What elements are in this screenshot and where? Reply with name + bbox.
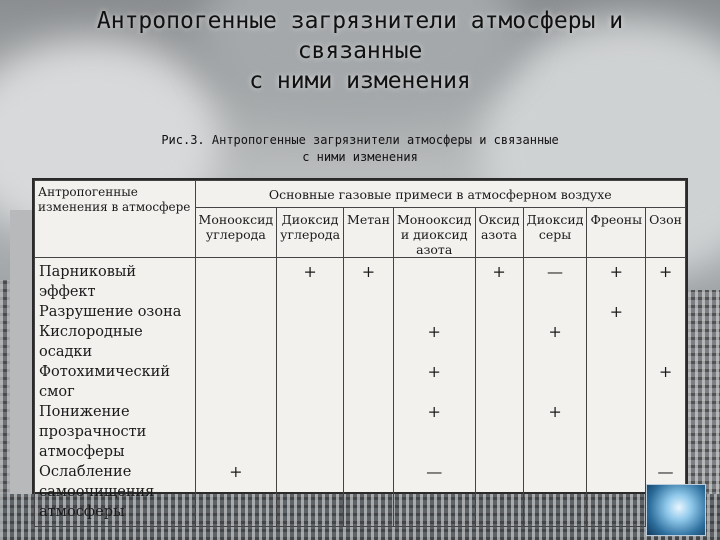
- table-cell: [587, 322, 646, 362]
- table-cell: +: [587, 258, 646, 303]
- table-cell: [277, 362, 344, 402]
- table-cell: [587, 402, 646, 462]
- row-header-cell: Антропогенные изменения в атмосфере: [35, 181, 196, 258]
- table-cell: [344, 462, 394, 527]
- table-cell: [344, 362, 394, 402]
- table-cell: [523, 362, 587, 402]
- table-row: [35, 402, 686, 462]
- column-header: Метан: [344, 208, 394, 258]
- table-cell: [277, 402, 344, 462]
- table-row: [35, 362, 686, 402]
- table-cell: [646, 322, 686, 362]
- table-cell: [195, 258, 277, 303]
- table-cell: [393, 302, 475, 322]
- pollutants-table: [32, 178, 688, 520]
- table-cell: [475, 302, 523, 322]
- table-cell: [277, 322, 344, 362]
- table-cell: —: [646, 462, 686, 527]
- table-cell: +: [393, 402, 475, 462]
- table-row: [35, 462, 686, 527]
- table-cell: +: [344, 258, 394, 303]
- table-cell: [587, 462, 646, 527]
- table-cell: [393, 258, 475, 303]
- table-cell: [523, 302, 587, 322]
- table-row: [35, 302, 686, 322]
- column-header: Монооксид углерода: [195, 208, 277, 258]
- row-label: Понижение прозрачности атмосферы: [35, 402, 196, 462]
- table-cell: [475, 402, 523, 462]
- corner-logo-icon: [646, 484, 706, 536]
- table-cell: +: [646, 258, 686, 303]
- table-row: [35, 258, 686, 303]
- row-label: Фотохимический смог: [35, 362, 196, 402]
- table-cell: [344, 322, 394, 362]
- table-cell: [195, 322, 277, 362]
- table-cell: [646, 402, 686, 462]
- column-header: Диоксид углерода: [277, 208, 344, 258]
- table-cell: [195, 402, 277, 462]
- table-cell: +: [277, 258, 344, 303]
- slide-title: [0, 6, 720, 96]
- figure-caption-line: Рис.3. Антропогенные загрязнители атмосферы и связанные: [161, 133, 559, 147]
- table-cell: +: [393, 362, 475, 402]
- table-cell: —: [393, 462, 475, 527]
- table-cell: +: [587, 302, 646, 322]
- column-header: Диоксид серы: [523, 208, 587, 258]
- table-cell: [277, 302, 344, 322]
- table-cell: [277, 462, 344, 527]
- table-cell: [523, 462, 587, 527]
- column-header: Фреоны: [587, 208, 646, 258]
- row-label: Разрушение озона: [35, 302, 196, 322]
- table-cell: +: [195, 462, 277, 527]
- slide-title-line: с ними изменения: [249, 68, 471, 94]
- table-cell: —: [523, 258, 587, 303]
- column-header: Оксид азота: [475, 208, 523, 258]
- column-header: Озон: [646, 208, 686, 258]
- table-cell: +: [523, 402, 587, 462]
- row-label: Кислородные осадки: [35, 322, 196, 362]
- column-header: Монооксид и диоксид азота: [393, 208, 475, 258]
- table-cell: [344, 302, 394, 322]
- table-cell: [646, 302, 686, 322]
- table-cell: [475, 462, 523, 527]
- table-row: [35, 322, 686, 362]
- figure-caption: [0, 132, 720, 166]
- slide-title-line: Антропогенные загрязнители атмосферы и: [96, 8, 624, 34]
- table-cell: +: [523, 322, 587, 362]
- row-label: Парниковый эффект: [35, 258, 196, 303]
- slide-title-line: связанные: [297, 38, 423, 64]
- pollutants-table-grid: [34, 180, 686, 527]
- table-cell: +: [393, 322, 475, 362]
- table-cell: [587, 362, 646, 402]
- row-label: Ослабление самоочищения атмосферы: [35, 462, 196, 527]
- table-cell: [344, 402, 394, 462]
- table-cell: [195, 302, 277, 322]
- figure-caption-line: с ними изменения: [302, 150, 418, 164]
- table-cell: +: [475, 258, 523, 303]
- table-cell: [195, 362, 277, 402]
- table-cell: +: [646, 362, 686, 402]
- table-cell: [475, 362, 523, 402]
- group-header-cell: Основные газовые примеси в атмосферном воздухе: [195, 181, 685, 208]
- table-cell: [475, 322, 523, 362]
